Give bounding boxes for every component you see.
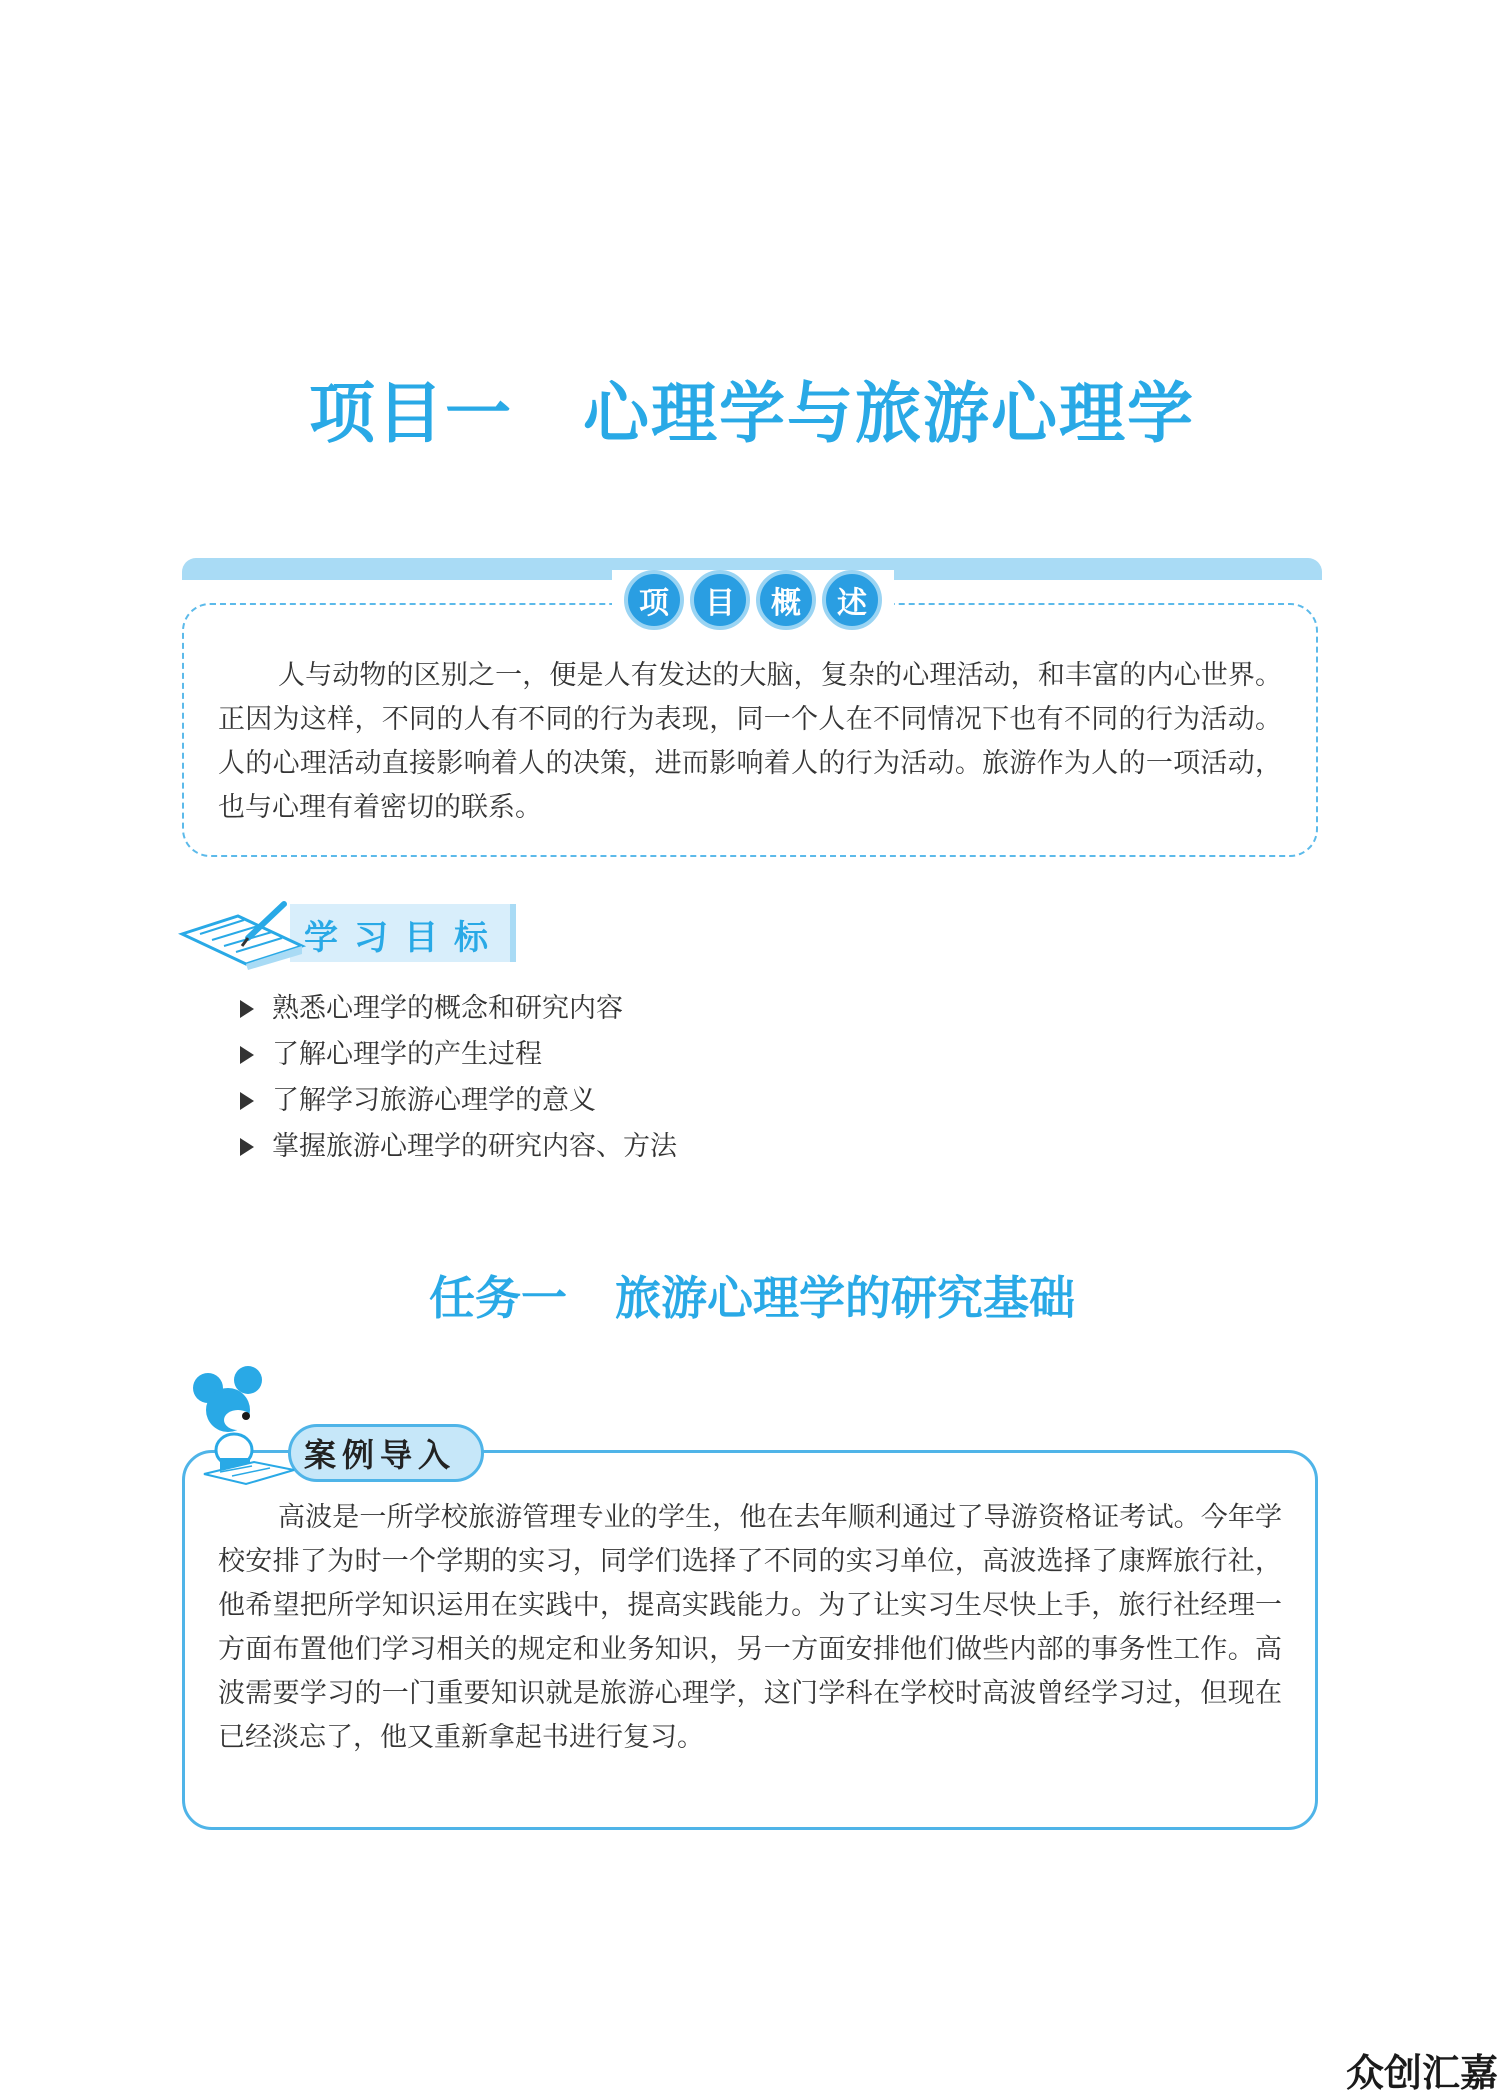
task-title (0, 1262, 1504, 1328)
watermark: 众创汇嘉 (1346, 2051, 1499, 2095)
overview-heading-char: 概 (756, 570, 816, 630)
project-title (0, 360, 1504, 455)
task-number: 任务一 (429, 1271, 567, 1325)
goal-text: 了解心理学的产生过程 (272, 1039, 542, 1070)
project-name: 心理学与旅游心理学 (583, 375, 1195, 452)
overview-heading-char: 项 (624, 570, 684, 630)
cartoon-mouse-icon (190, 1366, 300, 1486)
overview-heading-char: 目 (690, 570, 750, 630)
goal-text: 掌握旅游心理学的研究内容、方法 (272, 1131, 677, 1162)
case-text: 高波是一所学校旅游管理专业的学生，他在去年顺利通过了导游资格证考试。今年学校安排了为时一个学期的实习，同学们选择了不同的实习单位，高波选择了康辉旅行社，他希望把所学知识运用在实践中，提高实践能力。为了让实习生尽快上手，旅行社经理一方面布置他们学习相关的规定和业务知识，另一方面安排他们做些内部的事务性工作。高波需要学习的一门重要知识就是旅游心理学，这门学科在学校时高波曾经学习过，但现在已经淡忘了，他又重新拿起书进行复习。 (218, 1502, 1282, 1753)
arrow-bullet-icon (240, 1138, 254, 1156)
goal-text: 熟悉心理学的概念和研究内容 (272, 993, 623, 1024)
task-name: 旅游心理学的研究基础 (615, 1271, 1075, 1325)
arrow-bullet-icon (240, 1000, 254, 1018)
goals-list (240, 986, 677, 1170)
goal-item (240, 1078, 677, 1124)
overview-heading-char: 述 (822, 570, 882, 630)
goal-item (240, 1124, 677, 1170)
goal-item (240, 986, 677, 1032)
goal-text: 了解学习旅游心理学的意义 (272, 1085, 596, 1116)
project-number: 项目一 (309, 375, 513, 452)
goals-title: 学习目标 (304, 918, 504, 958)
case-label: 案例导入 (304, 1436, 457, 1474)
overview-text: 人与动物的区别之一，便是人有发达的大脑，复杂的心理活动，和丰富的内心世界。正因为这样，不同的人有不同的行为表现，同一个人在不同情况下也有不同的行为活动。人的心理活动直接影响着人的决策，进而影响着人的行为活动。旅游作为人的一项活动，也与心理有着密切的联系。 (218, 660, 1282, 823)
arrow-bullet-icon (240, 1092, 254, 1110)
overview-heading (612, 570, 894, 636)
goal-item (240, 1032, 677, 1078)
arrow-bullet-icon (240, 1046, 254, 1064)
